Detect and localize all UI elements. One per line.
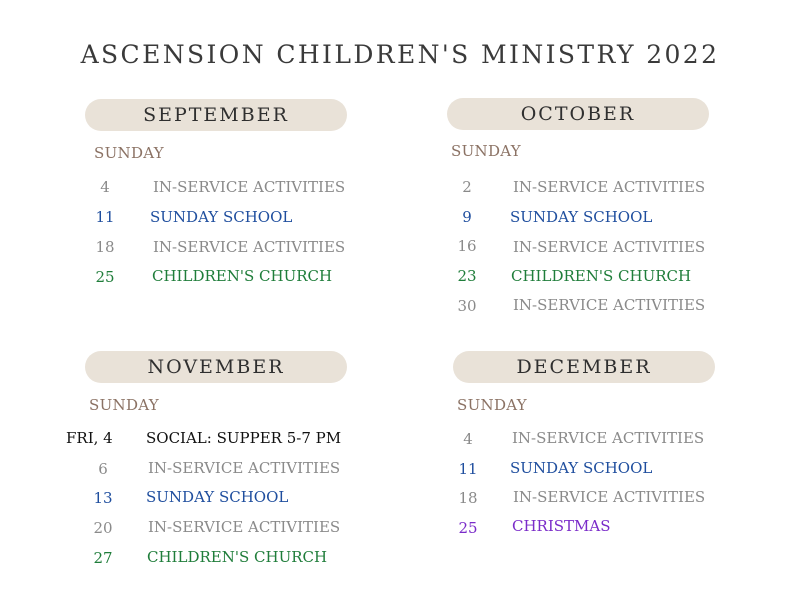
- event-date: 4: [463, 430, 473, 448]
- month-header-october: OCTOBER: [447, 98, 709, 130]
- sunday-label-november: SUNDAY: [89, 396, 159, 414]
- event-date: 23: [457, 267, 477, 285]
- event-date: 25: [95, 268, 115, 286]
- event-date: 11: [458, 460, 478, 478]
- event-date: 6: [98, 460, 108, 478]
- event-label: IN-SERVICE ACTIVITIES: [513, 178, 706, 196]
- event-label: SUNDAY SCHOOL: [150, 208, 293, 226]
- event-label: IN-SERVICE ACTIVITIES: [148, 459, 341, 477]
- event-label: IN-SERVICE ACTIVITIES: [513, 238, 706, 256]
- event-date: 13: [93, 489, 113, 507]
- event-date: 30: [457, 297, 477, 315]
- event-label: SOCIAL: SUPPER 5-7 PM: [146, 429, 342, 447]
- event-date: 4: [100, 178, 110, 196]
- event-date: 11: [95, 208, 115, 226]
- event-label: CHILDREN'S CHURCH: [511, 267, 692, 285]
- event-label: CHILDREN'S CHURCH: [147, 548, 328, 566]
- event-label: CHILDREN'S CHURCH: [152, 267, 333, 285]
- event-label: IN-SERVICE ACTIVITIES: [512, 429, 705, 447]
- event-date: 2: [462, 178, 472, 196]
- event-label: CHRISTMAS: [512, 517, 611, 535]
- event-date: 20: [93, 519, 113, 537]
- event-label: SUNDAY SCHOOL: [510, 208, 653, 226]
- event-label: SUNDAY SCHOOL: [510, 459, 653, 477]
- event-label: SUNDAY SCHOOL: [146, 488, 289, 506]
- event-date: FRI, 4: [66, 429, 113, 447]
- event-label: IN-SERVICE ACTIVITIES: [153, 238, 346, 256]
- event-label: IN-SERVICE ACTIVITIES: [513, 488, 706, 506]
- event-date: 27: [93, 549, 113, 567]
- page-title: ASCENSION CHILDREN'S MINISTRY 2022: [80, 40, 720, 69]
- sunday-label-september: SUNDAY: [94, 144, 164, 162]
- month-header-november: NOVEMBER: [85, 351, 347, 383]
- sunday-label-october: SUNDAY: [451, 142, 521, 160]
- month-header-december: DECEMBER: [453, 351, 715, 383]
- event-date: 16: [457, 237, 477, 255]
- event-label: IN-SERVICE ACTIVITIES: [153, 178, 346, 196]
- month-header-september: SEPTEMBER: [85, 99, 347, 131]
- event-label: IN-SERVICE ACTIVITIES: [513, 296, 706, 314]
- sunday-label-december: SUNDAY: [457, 396, 527, 414]
- event-date: 9: [462, 208, 472, 226]
- event-date: 18: [95, 238, 115, 256]
- event-date: 18: [458, 489, 478, 507]
- event-label: IN-SERVICE ACTIVITIES: [148, 518, 341, 536]
- event-date: 25: [458, 519, 478, 537]
